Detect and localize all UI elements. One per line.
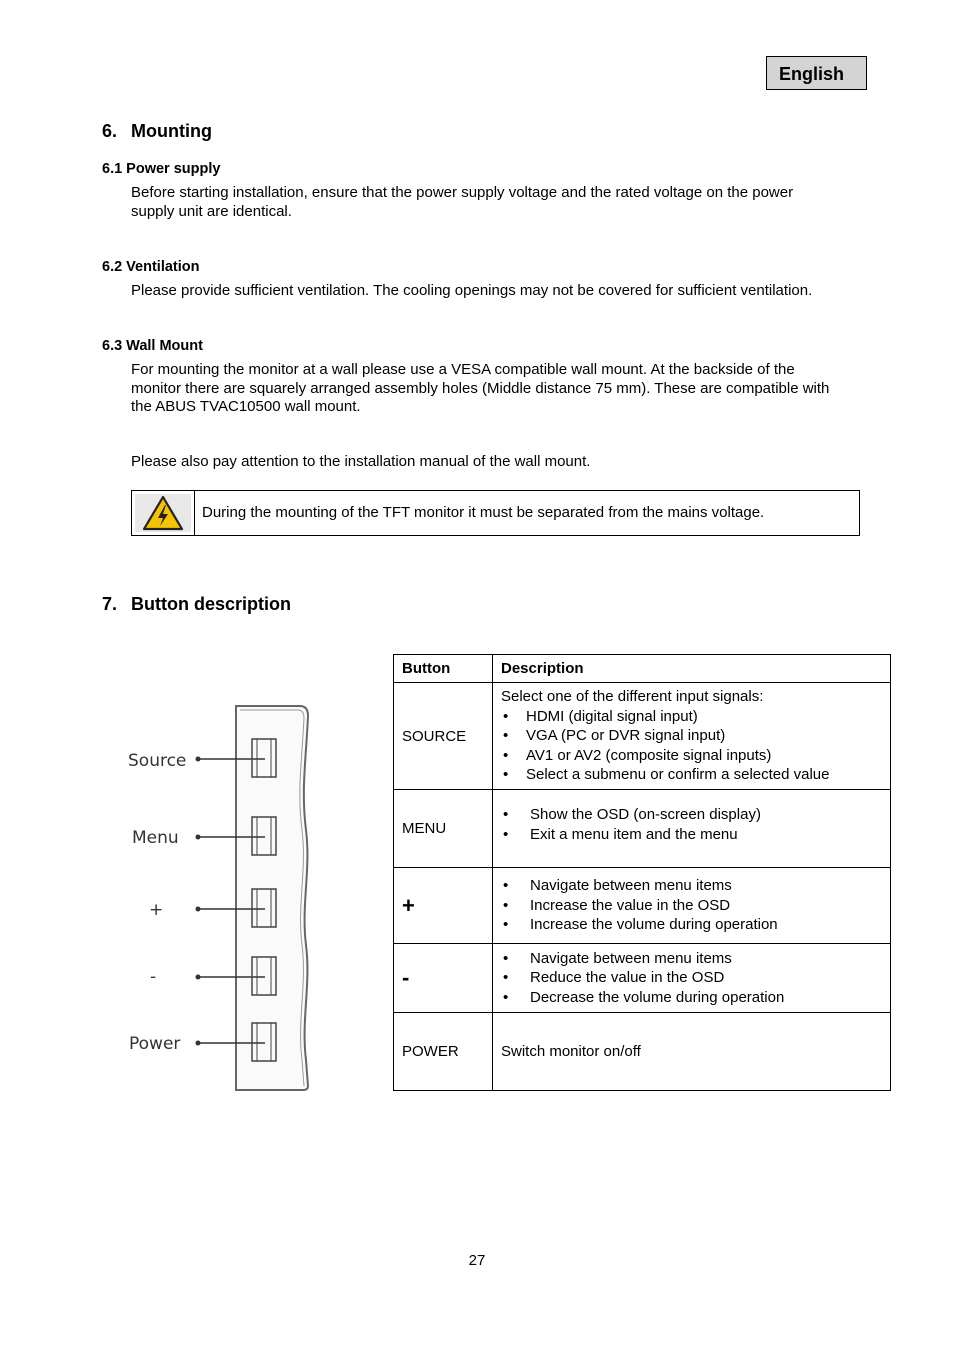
plus-list: [501, 876, 882, 935]
list-item: • Increase the value in the OSD: [501, 896, 882, 916]
source-intro: Select one of the different input signals:: [501, 688, 764, 706]
language-badge: English: [766, 56, 867, 90]
table-cell-button: +: [394, 868, 493, 944]
warning-icon-cell: [132, 491, 195, 535]
ventilation-line-1: Please provide sufficient ventilation. The cooling openings may not be covered for sufficient ventilation.: [131, 282, 813, 299]
table-row: [394, 1013, 891, 1091]
wall-mount-line-2: monitor there are squarely arranged assembly holes (Middle distance 75 mm). These are compatible with: [131, 379, 830, 397]
diagram-label-source: Source: [128, 751, 187, 771]
table-cell-description: [493, 868, 891, 944]
table-row: [394, 868, 891, 944]
list-item: • Show the OSD (on-screen display): [501, 805, 882, 825]
list-item: • Exit a menu item and the menu: [501, 825, 882, 845]
section-6-number: 6.: [102, 121, 118, 141]
diagram-label-menu: Menu: [132, 828, 179, 848]
section-7-heading: [102, 594, 291, 615]
source-list: [501, 707, 882, 785]
list-item: • HDMI (digital signal input): [501, 707, 882, 727]
list-item: • Navigate between menu items: [501, 876, 882, 896]
diagram-label-plus: +: [149, 900, 164, 920]
table-cell-description: Switch monitor on/off: [493, 1013, 891, 1091]
table-row: [394, 790, 891, 868]
high-voltage-warning-icon: [132, 491, 194, 535]
table-row: [394, 683, 891, 790]
table-row: [394, 944, 891, 1013]
table-cell-button: MENU: [394, 790, 493, 868]
list-item: • VGA (PC or DVR signal input): [501, 726, 882, 746]
table-cell-button: SOURCE: [394, 683, 493, 790]
section-7-number: 7.: [102, 594, 118, 614]
table-header-description: Description: [493, 655, 891, 683]
list-item: • AV1 or AV2 (composite signal inputs): [501, 746, 882, 766]
button-description-table: [393, 654, 891, 1091]
warning-box: [131, 490, 860, 536]
power-supply-heading: 6.1 Power supply: [102, 161, 221, 177]
table-cell-description: [493, 790, 891, 868]
wall-mount-note: Please also pay attention to the installation manual of the wall mount.: [131, 453, 591, 470]
table-header-row: [394, 655, 891, 683]
diagram-label-minus: -: [150, 967, 157, 987]
list-item: • Navigate between menu items: [501, 949, 882, 969]
wall-mount-heading: 6.3 Wall Mount: [102, 338, 203, 354]
list-item: • Reduce the value in the OSD: [501, 968, 882, 988]
ventilation-text: [131, 282, 812, 301]
page-number: 27: [468, 1252, 486, 1269]
section-6-title: Mounting: [131, 121, 212, 141]
minus-list: [501, 949, 882, 1008]
menu-list: [501, 805, 882, 844]
list-item: • Increase the volume during operation: [501, 915, 882, 935]
list-item: • Decrease the volume during operation: [501, 988, 882, 1008]
table-cell-description: [493, 944, 891, 1013]
table-cell-button: POWER: [394, 1013, 493, 1091]
list-item: • Select a submenu or confirm a selected value: [501, 765, 882, 785]
wall-mount-line-1: For mounting the monitor at a wall please use a VESA compatible wall mount. At the backside of the: [131, 361, 795, 378]
section-6-heading: [102, 121, 212, 142]
wall-mount-line-3: the ABUS TVAC10500 wall mount.: [131, 398, 361, 415]
diagram-label-power: Power: [129, 1034, 181, 1054]
button-panel-diagram: [110, 700, 320, 1095]
table-cell-description: [493, 683, 891, 790]
table-cell-button: -: [394, 944, 493, 1013]
wall-mount-text: [131, 361, 829, 417]
ventilation-heading: 6.2 Ventilation: [102, 259, 200, 275]
power-supply-text: [131, 184, 793, 221]
panel-housing: [236, 706, 308, 1090]
warning-text: During the mounting of the TFT monitor it must be separated from the mains voltage.: [202, 504, 765, 521]
table-header-button: Button: [394, 655, 493, 683]
power-supply-line-1: Before starting installation, ensure that the power supply voltage and the rated voltage on the power: [131, 184, 794, 201]
section-7-title: Button description: [131, 594, 291, 614]
power-supply-line-2: supply unit are identical.: [131, 202, 292, 220]
